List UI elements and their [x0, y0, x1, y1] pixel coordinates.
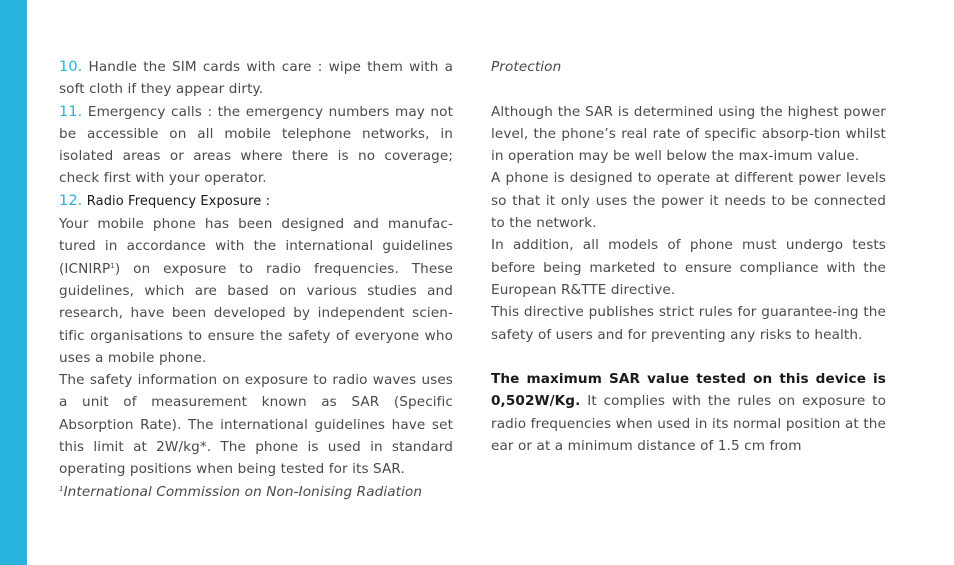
item-12-heading	[59, 190, 453, 213]
right-column	[491, 56, 886, 457]
footnote-continued: Protection	[491, 59, 562, 75]
left-column	[59, 56, 453, 503]
item-10-number: 10.	[59, 59, 83, 75]
item-10-text: Handle the SIM cards with care : wipe them with a soft cloth if they appear dirty.	[59, 59, 454, 98]
sar-definition-paragraph: The safety information on exposure to radio waves uses a unit of measurement known as SAR (Specific Absorption Rate). The international guidelines have set this limit at 2W/kg*. The phone is used in standard operating positions when being tested for its SAR.	[59, 372, 453, 478]
item-11-text: Emergency calls : the emergency numbers may not be accessible on all mobile telephone networks, in isolated areas or areas where there is no coverage; check first with your operator.	[59, 103, 453, 187]
item-10	[59, 56, 453, 101]
footnote-marker: 1	[59, 484, 64, 493]
item-12-number: 12.	[59, 192, 83, 209]
footnote	[59, 481, 453, 503]
testing-paragraph: In addition, all models of phone must undergo tests before being marketed to ensure compliance with the European R&TTE directive.	[491, 237, 886, 298]
max-sar-value: The maximum SAR value tested on this device is 0,502W/Kg.	[491, 371, 886, 410]
item-11	[59, 101, 453, 190]
item-11-number: 11.	[59, 103, 83, 120]
max-sar-paragraph	[491, 368, 886, 457]
max-sar-compliance: It complies with the rules on exposure to radio frequencies when used in its normal position at the ear or at a minimum distance of 1.5 cm from	[491, 393, 886, 455]
paragraph-spacer	[491, 346, 886, 368]
radio-frequency-paragraph	[59, 213, 453, 369]
sar-power-paragraph: Although the SAR is determined using the highest power level, the phone’s real rate of specific absorp-tion whilst in operation may be well below the max-imum value.	[491, 103, 886, 165]
directive-paragraph: This directive publishes strict rules for guarantee-ing the safety of users and for preventing any risks to health.	[491, 304, 886, 343]
accent-side-bar	[0, 0, 27, 565]
power-levels-paragraph: A phone is designed to operate at different power levels so that it only uses the power it needs to be connected to the network.	[491, 170, 886, 232]
footnote-reference: 1	[110, 261, 115, 270]
rf-para-end: ) on exposure to radio frequencies. These guidelines, which are based on various studies and research, have been developed by independent scien-tific organisations to ensure the safety of everyone who uses a mobile phone.	[59, 260, 453, 366]
rf-para-start: Your mobile phone has been designed and manufac-tured in accordance with the international guidelines (ICNIRP	[59, 216, 453, 277]
item-12-title: Radio Frequency Exposure :	[86, 193, 271, 209]
paragraph-spacer	[491, 78, 886, 100]
footnote-text: International Commission on Non-Ionising Radiation	[63, 483, 423, 500]
